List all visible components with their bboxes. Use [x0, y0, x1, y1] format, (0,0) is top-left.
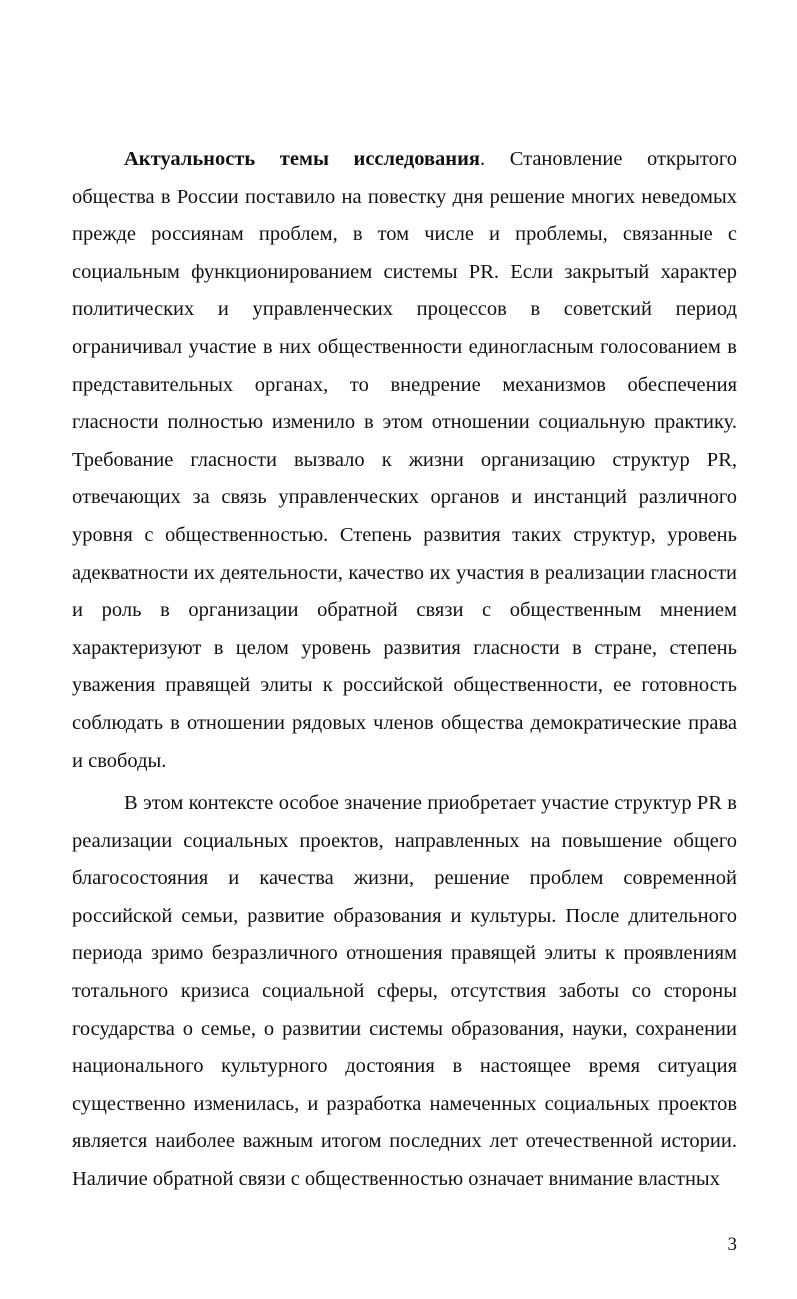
page-number: 3: [727, 1234, 737, 1255]
section-heading-relevance: Актуальность темы исследования: [124, 148, 481, 170]
paragraph-context-text: В этом контексте особое значение приобретает участие структур PR в реализации социальных проектов, направленных на повышение общего благосостояния и качества жизни, решение проблем современной российской семьи, развитие образования и культуры. После длительного периода зримо безразличного отношения правящей элиты к проявлениям тотального кризиса социальной сферы, отсутствия заботы со стороны государства о семье, о развитии системы образования, науки, сохранении национального культурного достояния в настоящее время ситуация существенно изменилась, и разработка намеченных социальных проектов является наиболее важным итогом последних лет отечественной истории. Наличие обратной связи с общественностью означает внимание властных: [72, 792, 737, 1191]
document-page: [72, 141, 737, 1199]
paragraph-context: [72, 785, 737, 1199]
paragraph-relevance-text: . Становление открытого общества в России поставило на повестку дня решение многих неведомых прежде россиянам проблем, в том числе и проблемы, связанные с социальным функционированием системы PR. Если закрытый характер политических и управленческих процессов в советский период ограничивал участие в них общественности единогласным голосованием в представительных органах, то внедрение механизмов обеспечения гласности полностью изменило в этом отношении социальную практику. Требование гласности вызвало к жизни организацию структур PR, отвечающих за связь управленческих органов и инстанций различного уровня с общественностью. Степень развития таких структур, уровень адекватности их деятельности, качество их участия в реализации гласности и роль в организации обратной связи с общественным мнением характеризуют в целом уровень развития гласности в стране, степень уважения правящей элиты к российской общественности, ее готовность соблюдать в отношении рядовых членов общества демократические права и свободы.: [72, 148, 738, 772]
paragraph-relevance: [72, 141, 737, 780]
